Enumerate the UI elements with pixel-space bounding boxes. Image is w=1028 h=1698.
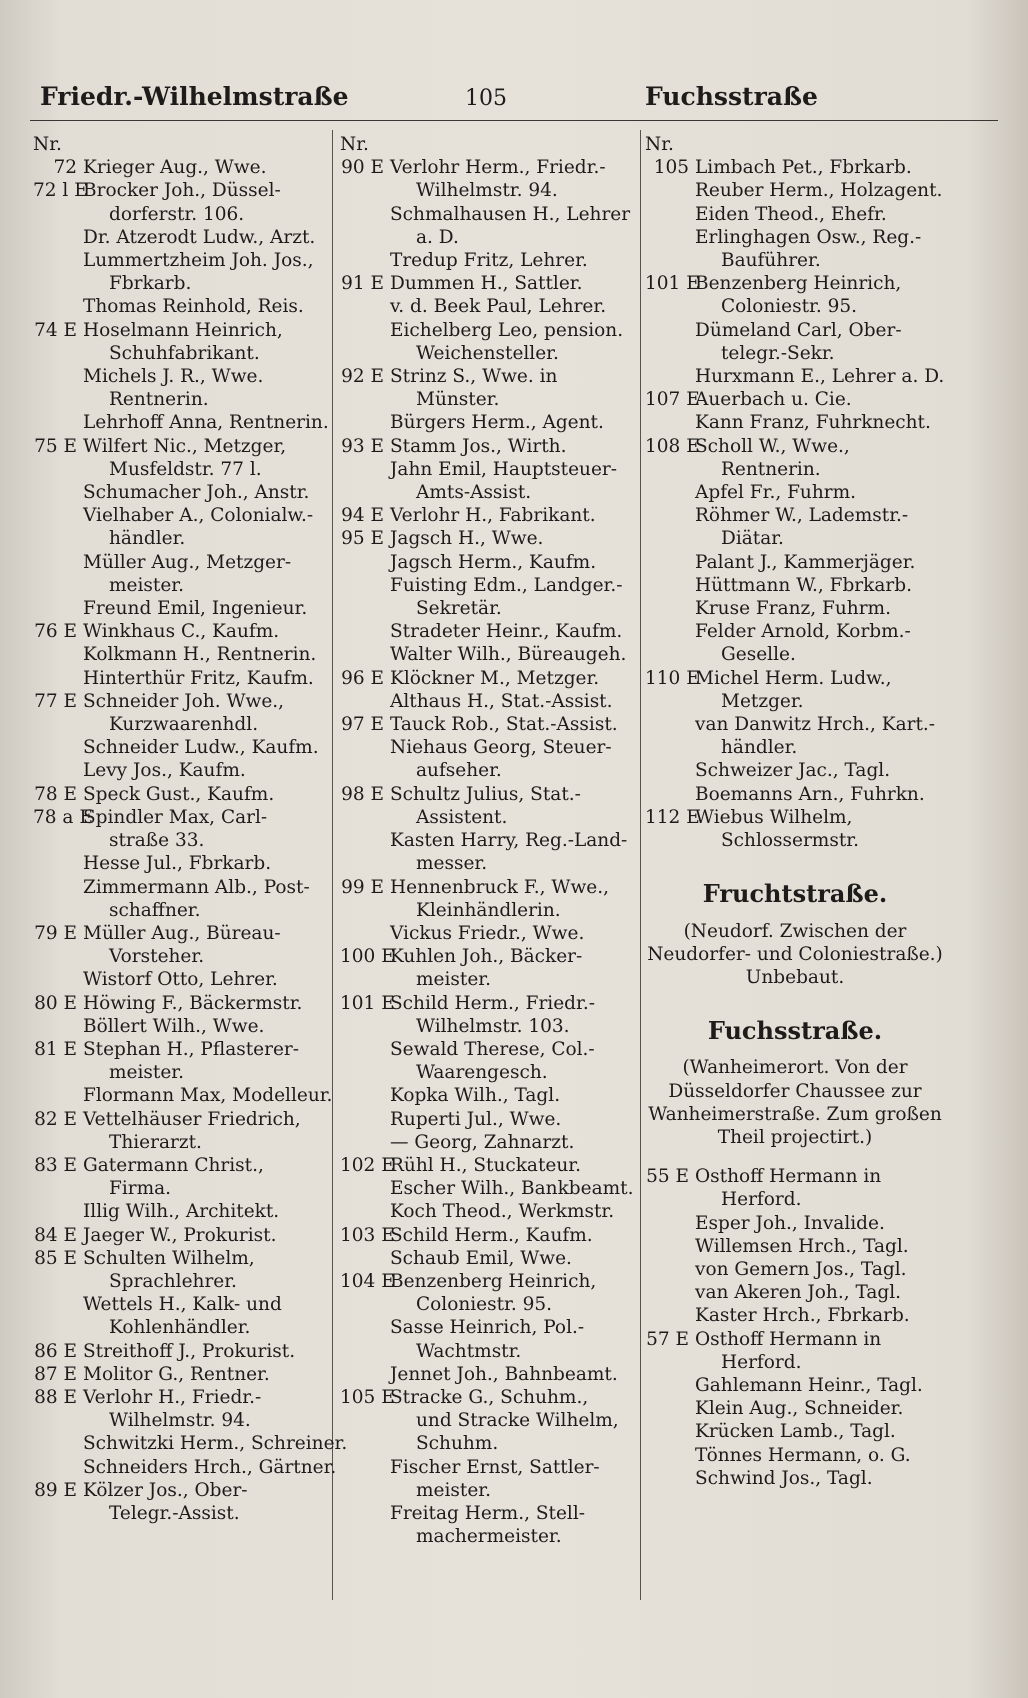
entry-line xyxy=(33,319,333,342)
continuation-line: Wilhelmstr. 94. xyxy=(416,180,558,202)
resident-text: Brocker Joh., Düssel- xyxy=(83,180,281,202)
resident-line: Hüttmann W., Fbrkarb. xyxy=(695,574,912,596)
resident-text: Müller Aug., Büreau- xyxy=(83,922,281,944)
column-3-entries xyxy=(645,133,945,852)
entry-line xyxy=(340,1224,638,1247)
entry-line xyxy=(33,1340,333,1363)
entry-line xyxy=(33,1386,333,1409)
resident-line: Michels J. R., Wwe. xyxy=(83,366,264,388)
house-number: 112 E xyxy=(645,806,700,828)
entry-line xyxy=(33,806,333,829)
header-left-street: Friedr.-Wilhelmstraße xyxy=(40,82,349,111)
resident-line: Kann Franz, Fuhrknecht. xyxy=(695,412,931,434)
house-number: 101 E xyxy=(340,992,395,1014)
continuation-line: messer. xyxy=(416,853,488,875)
entry-line xyxy=(33,435,333,458)
column-1 xyxy=(33,133,348,1525)
section-description-fruchtstrasse: (Neudorf. Zwischen der Neudorfer- und Coloniestraße.) Unbebaut. xyxy=(647,920,943,988)
continuation-line: schaffner. xyxy=(109,899,201,921)
continuation-line: meister. xyxy=(416,969,491,991)
continuation-line: Schuhm. xyxy=(416,1433,499,1455)
resident-text: Vettelhäuser Friedrich, xyxy=(83,1108,301,1130)
resident-line: Sewald Therese, Col.- xyxy=(390,1038,595,1060)
continuation-line: händler. xyxy=(721,737,798,759)
house-number: 104 E xyxy=(340,1270,395,1292)
column-header-nr: Nr. xyxy=(340,134,369,155)
continuation-line: Bauführer. xyxy=(721,250,821,272)
resident-line: Escher Wilh., Bankbeamt. xyxy=(390,1178,634,1200)
continuation-line: a. D. xyxy=(416,226,459,248)
continuation-line: Telegr.-Assist. xyxy=(109,1502,240,1524)
column-2 xyxy=(340,133,638,1548)
continuation-line: Amts-Assist. xyxy=(416,482,532,504)
entry-line xyxy=(340,272,638,295)
resident-line: Levy Jos., Kaufm. xyxy=(83,760,246,782)
entry-line xyxy=(340,783,638,806)
house-number: 78 E xyxy=(34,783,77,805)
resident-text: Scholl W., Wwe., xyxy=(695,435,850,457)
house-number: 76 E xyxy=(34,621,77,643)
resident-text: Tauck Rob., Stat.-Assist. xyxy=(390,714,618,736)
house-number: 94 E xyxy=(341,505,384,527)
resident-line: Schneiders Hrch., Gärtner. xyxy=(83,1456,337,1478)
house-number: 99 E xyxy=(341,876,384,898)
resident-text: Speck Gust., Kaufm. xyxy=(83,783,275,805)
continuation-line: Rentnerin. xyxy=(721,458,821,480)
resident-line: Kopka Wilh., Tagl. xyxy=(390,1085,561,1107)
entry-line xyxy=(340,713,638,736)
house-number: 77 E xyxy=(34,690,77,712)
resident-text: Osthoff Hermann in xyxy=(695,1166,882,1188)
entry-line xyxy=(645,1328,945,1351)
entry-line xyxy=(645,272,945,295)
entry-line xyxy=(33,783,333,806)
house-number: 102 E xyxy=(340,1154,395,1176)
resident-line: Kaster Hrch., Fbrkarb. xyxy=(695,1305,910,1327)
resident-line: Vickus Friedr., Wwe. xyxy=(390,922,585,944)
resident-line: Wistorf Otto, Lehrer. xyxy=(83,969,278,991)
continuation-line: meister. xyxy=(109,574,184,596)
entry-line xyxy=(33,992,333,1015)
resident-line: Willemsen Hrch., Tagl. xyxy=(695,1235,909,1257)
resident-line: Krücken Lamb., Tagl. xyxy=(695,1421,896,1443)
resident-line: Kolkmann H., Rentnerin. xyxy=(83,644,317,666)
continuation-line: Kleinhändlerin. xyxy=(416,899,561,921)
resident-line: Jahn Emil, Hauptsteuer- xyxy=(390,458,617,480)
entry-line xyxy=(33,1154,333,1177)
resident-line: Flormann Max, Modelleur. xyxy=(83,1085,333,1107)
continuation-line: meister. xyxy=(416,1479,491,1501)
resident-line: Ruperti Jul., Wwe. xyxy=(390,1108,562,1130)
resident-text: Stracke G., Schuhm., xyxy=(390,1386,589,1408)
resident-line: Althaus H., Stat.-Assist. xyxy=(390,690,613,712)
continuation-line: Herford. xyxy=(721,1189,802,1211)
entry-line xyxy=(340,527,638,550)
entry-line xyxy=(340,667,638,690)
resident-text: Verlohr H., Fabrikant. xyxy=(390,505,596,527)
entry-line xyxy=(340,945,638,968)
column-header-nr: Nr. xyxy=(645,134,674,155)
continuation-line: Münster. xyxy=(416,389,500,411)
resident-text: Hoselmann Heinrich, xyxy=(83,319,283,341)
resident-line: Eichelberg Leo, pension. xyxy=(390,319,624,341)
entry-line xyxy=(645,806,945,829)
resident-line: Esper Joh., Invalide. xyxy=(695,1212,885,1234)
continuation-line: dorferstr. 106. xyxy=(109,203,245,225)
continuation-line: Rentnerin. xyxy=(109,389,209,411)
resident-line: Erlinghagen Osw., Reg.- xyxy=(695,226,922,248)
continuation-line: Kohlenhändler. xyxy=(109,1317,251,1339)
resident-line: von Gemern Jos., Tagl. xyxy=(695,1258,907,1280)
entry-line xyxy=(340,876,638,899)
entry-line xyxy=(340,435,638,458)
continuation-line: Thierarzt. xyxy=(109,1131,202,1153)
entry-line xyxy=(645,156,945,179)
continuation-line: händler. xyxy=(109,528,186,550)
resident-text: Schild Herm., Kaufm. xyxy=(390,1224,593,1246)
resident-line: van Akeren Joh., Tagl. xyxy=(695,1282,902,1304)
house-number: 87 E xyxy=(34,1363,77,1385)
entry-line xyxy=(33,1224,333,1247)
resident-line: Palant J., Kammerjäger. xyxy=(695,551,916,573)
resident-line: v. d. Beek Paul, Lehrer. xyxy=(390,296,607,318)
continuation-line: Metzger. xyxy=(721,690,804,712)
resident-text: Winkhaus C., Kaufm. xyxy=(83,621,280,643)
resident-line: Jennet Joh., Bahnbeamt. xyxy=(390,1363,618,1385)
house-number: 78 a E xyxy=(33,806,93,828)
house-number: 95 E xyxy=(341,528,384,550)
house-number: 107 E xyxy=(645,389,700,411)
house-number: 55 E xyxy=(646,1166,689,1188)
resident-text: Molitor G., Rentner. xyxy=(83,1363,270,1385)
resident-text: Jaeger W., Prokurist. xyxy=(83,1224,277,1246)
resident-line: Tönnes Hermann, o. G. xyxy=(695,1444,911,1466)
house-number: 101 E xyxy=(645,273,700,295)
continuation-line: Geselle. xyxy=(721,644,796,666)
continuation-line: Sekretär. xyxy=(416,598,502,620)
resident-line: Schwitzki Herm., Schreiner. xyxy=(83,1433,348,1455)
continuation-line: Schuhfabrikant. xyxy=(109,342,260,364)
column-header-nr: Nr. xyxy=(33,134,62,155)
resident-text: Wilfert Nic., Metzger, xyxy=(83,435,287,457)
resident-line: Schmalhausen H., Lehrer xyxy=(390,203,631,225)
entry-line xyxy=(340,365,638,388)
house-number: 79 E xyxy=(34,922,77,944)
resident-line: Felder Arnold, Korbm.- xyxy=(695,621,911,643)
resident-text: Schneider Joh. Wwe., xyxy=(83,690,285,712)
resident-line: Schwind Jos., Tagl. xyxy=(695,1467,873,1489)
entry-line xyxy=(645,667,945,690)
continuation-line: Wilhelmstr. 103. xyxy=(416,1015,570,1037)
section-description-fuchsstrasse: (Wanheimerort. Von der Düsseldorfer Chaussee zur Wanheimerstraße. Zum großen Theil projectirt.) xyxy=(648,1057,942,1148)
house-number: 92 E xyxy=(341,366,384,388)
house-number: 81 E xyxy=(34,1038,77,1060)
page-number: 105 xyxy=(465,86,507,111)
resident-text: Krieger Aug., Wwe. xyxy=(83,157,267,179)
house-number: 84 E xyxy=(34,1224,77,1246)
resident-line: Böllert Wilh., Wwe. xyxy=(83,1015,265,1037)
entry-line xyxy=(645,435,945,458)
entry-line xyxy=(33,156,333,179)
entry-line xyxy=(33,1479,333,1502)
house-number: 72 l E xyxy=(33,180,88,202)
resident-line: Stradeter Heinr., Kaufm. xyxy=(390,621,623,643)
house-number: 90 E xyxy=(341,157,384,179)
house-number: 98 E xyxy=(341,783,384,805)
resident-line: Koch Theod., Werkmstr. xyxy=(390,1201,615,1223)
header-right-street: Fuchsstraße xyxy=(645,82,818,111)
resident-text: Auerbach u. Cie. xyxy=(695,389,852,411)
resident-line: Schaub Emil, Wwe. xyxy=(390,1247,572,1269)
resident-text: Dummen H., Sattler. xyxy=(390,273,583,295)
section-title-fruchtstrasse: Fruchtstraße. xyxy=(702,879,888,909)
resident-text: Streithoff J., Prokurist. xyxy=(83,1340,296,1362)
house-number: 85 E xyxy=(34,1247,77,1269)
house-number: 110 E xyxy=(645,667,700,689)
resident-line: Hesse Jul., Fbrkarb. xyxy=(83,853,272,875)
resident-line: Dümeland Carl, Ober- xyxy=(695,319,902,341)
resident-line: Lehrhoff Anna, Rentnerin. xyxy=(83,412,329,434)
resident-text: Höwing F., Bäckermstr. xyxy=(83,992,303,1014)
entry-line xyxy=(340,1270,638,1293)
resident-text: Jagsch H., Wwe. xyxy=(390,528,544,550)
entry-line xyxy=(645,388,945,411)
continuation-line: Musfeldstr. 77 l. xyxy=(109,458,262,480)
entry-line xyxy=(340,992,638,1015)
continuation-line: Weichensteller. xyxy=(416,342,559,364)
entry-line xyxy=(33,922,333,945)
resident-line: — Georg, Zahnarzt. xyxy=(390,1131,575,1153)
resident-text: Wiebus Wilhelm, xyxy=(695,806,853,828)
resident-text: Benzenberg Heinrich, xyxy=(390,1270,597,1292)
continuation-line: Sprachlehrer. xyxy=(109,1270,237,1292)
continuation-line: Diätar. xyxy=(721,528,784,550)
entry-line xyxy=(340,1386,638,1409)
resident-line: Tredup Fritz, Lehrer. xyxy=(390,250,588,272)
resident-line: Fuisting Edm., Landger.- xyxy=(390,574,623,596)
resident-line: Dr. Atzerodt Ludw., Arzt. xyxy=(83,226,316,248)
resident-line: Röhmer W., Lademstr.- xyxy=(695,505,909,527)
fuchsstrasse-entries xyxy=(645,1165,945,1490)
resident-line: Zimmermann Alb., Post- xyxy=(83,876,310,898)
continuation-line: Coloniestr. 95. xyxy=(416,1294,553,1316)
resident-line: Reuber Herm., Holzagent. xyxy=(695,180,943,202)
continuation-line: Firma. xyxy=(109,1178,172,1200)
house-number: 100 E xyxy=(340,946,395,968)
house-number: 57 E xyxy=(646,1328,689,1350)
resident-text: Hennenbruck F., Wwe., xyxy=(390,876,609,898)
resident-line: Jagsch Herm., Kaufm. xyxy=(390,551,597,573)
resident-line: Niehaus Georg, Steuer- xyxy=(390,737,612,759)
continuation-line: telegr.-Sekr. xyxy=(721,342,835,364)
resident-text: Schulten Wilhelm, xyxy=(83,1247,255,1269)
resident-text: Michel Herm. Ludw., xyxy=(695,667,892,689)
house-number: 91 E xyxy=(341,273,384,295)
resident-text: Benzenberg Heinrich, xyxy=(695,273,902,295)
resident-text: Schild Herm., Friedr.- xyxy=(390,992,595,1014)
section-title-fuchsstrasse: Fuchsstraße. xyxy=(707,1016,883,1046)
house-number: 96 E xyxy=(341,667,384,689)
resident-line: Lummertzheim Joh. Jos., xyxy=(83,250,314,272)
resident-line: Schweizer Jac., Tagl. xyxy=(695,760,891,782)
continuation-line: Wilhelmstr. 94. xyxy=(109,1410,251,1432)
continuation-line: Wachtmstr. xyxy=(416,1340,522,1362)
entry-line xyxy=(33,1108,333,1131)
house-number: 88 E xyxy=(34,1386,77,1408)
entry-line xyxy=(33,1247,333,1270)
house-number: 80 E xyxy=(34,992,77,1014)
entry-line xyxy=(33,620,333,643)
resident-line: Hinterthür Fritz, Kaufm. xyxy=(83,667,314,689)
entry-line xyxy=(33,179,333,202)
resident-line: Sasse Heinrich, Pol.- xyxy=(390,1317,585,1339)
resident-text: Schultz Julius, Stat.- xyxy=(390,783,581,805)
entry-line xyxy=(340,504,638,527)
continuation-line: Assistent. xyxy=(416,806,508,828)
house-number: 103 E xyxy=(340,1224,395,1246)
resident-text: Klöckner M., Metzger. xyxy=(390,667,600,689)
resident-line: Freund Emil, Ingenieur. xyxy=(83,598,308,620)
entry-line xyxy=(645,1165,945,1188)
house-number: 83 E xyxy=(34,1154,77,1176)
house-number: 86 E xyxy=(34,1340,77,1362)
house-number: 89 E xyxy=(34,1479,77,1501)
resident-line: Freitag Herm., Stell- xyxy=(390,1502,585,1524)
continuation-line: machermeister. xyxy=(416,1526,562,1548)
resident-line: Bürgers Herm., Agent. xyxy=(390,412,604,434)
header-rule xyxy=(30,120,998,121)
house-number: 105 xyxy=(653,157,689,179)
house-number: 74 E xyxy=(34,319,77,341)
resident-text: Limbach Pet., Fbrkarb. xyxy=(695,157,912,179)
continuation-line: aufseher. xyxy=(416,760,502,782)
resident-text: Osthoff Hermann in xyxy=(695,1328,882,1350)
resident-line: Fischer Ernst, Sattler- xyxy=(390,1456,600,1478)
entry-line xyxy=(33,690,333,713)
resident-line: Thomas Reinhold, Reis. xyxy=(83,296,304,318)
continuation-line: Coloniestr. 95. xyxy=(721,296,858,318)
entry-line xyxy=(33,1038,333,1061)
resident-line: Gahlemann Heinr., Tagl. xyxy=(695,1374,923,1396)
resident-line: Hurxmann E., Lehrer a. D. xyxy=(695,366,945,388)
column-divider xyxy=(640,130,641,1600)
resident-text: Kölzer Jos., Ober- xyxy=(83,1479,248,1501)
resident-line: Kruse Franz, Fuhrm. xyxy=(695,598,891,620)
column-3 xyxy=(645,133,945,1490)
entry-line xyxy=(340,156,638,179)
resident-line: Eiden Theod., Ehefr. xyxy=(695,203,887,225)
resident-line: Klein Aug., Schneider. xyxy=(695,1398,904,1420)
resident-line: Boemanns Arn., Fuhrkn. xyxy=(695,783,925,805)
continuation-line: straße 33. xyxy=(109,830,205,852)
continuation-line: und Stracke Wilhelm, xyxy=(416,1410,619,1432)
resident-text: Stephan H., Pflasterer- xyxy=(83,1038,299,1060)
resident-text: Stamm Jos., Wirth. xyxy=(390,435,567,457)
entry-line xyxy=(33,1363,333,1386)
house-number: 82 E xyxy=(34,1108,77,1130)
continuation-line: Vorsteher. xyxy=(109,946,205,968)
house-number: 105 E xyxy=(340,1386,395,1408)
continuation-line: Waarengesch. xyxy=(416,1062,548,1084)
continuation-line: meister. xyxy=(109,1062,184,1084)
continuation-line: Herford. xyxy=(721,1351,802,1373)
house-number: 75 E xyxy=(34,435,77,457)
resident-text: Verlohr H., Friedr.- xyxy=(83,1386,262,1408)
resident-text: Rühl H., Stuckateur. xyxy=(390,1154,581,1176)
resident-text: Strinz S., Wwe. in xyxy=(390,366,558,388)
resident-line: Apfel Fr., Fuhrm. xyxy=(695,482,857,504)
continuation-line: Fbrkarb. xyxy=(109,273,192,295)
continuation-line: Kurzwaarenhdl. xyxy=(109,714,259,736)
continuation-line: Schlossermstr. xyxy=(721,830,859,852)
resident-line: Walter Wilh., Büreaugeh. xyxy=(390,644,627,666)
resident-text: Kuhlen Joh., Bäcker- xyxy=(390,946,583,968)
resident-line: Müller Aug., Metzger- xyxy=(83,551,292,573)
resident-line: Wettels H., Kalk- und xyxy=(83,1294,282,1316)
house-number: 93 E xyxy=(341,435,384,457)
house-number: 72 xyxy=(53,157,77,179)
house-number: 97 E xyxy=(341,714,384,736)
resident-line: Kasten Harry, Reg.-Land- xyxy=(390,830,628,852)
resident-line: Schneider Ludw., Kaufm. xyxy=(83,737,319,759)
resident-line: van Danwitz Hrch., Kart.- xyxy=(695,714,936,736)
resident-line: Schumacher Joh., Anstr. xyxy=(83,482,310,504)
resident-text: Verlohr Herm., Friedr.- xyxy=(390,157,606,179)
resident-line: Illig Wilh., Architekt. xyxy=(83,1201,280,1223)
house-number: 108 E xyxy=(645,435,700,457)
resident-text: Spindler Max, Carl- xyxy=(83,806,268,828)
entry-line xyxy=(340,1154,638,1177)
resident-text: Gatermann Christ., xyxy=(83,1154,264,1176)
resident-line: Vielhaber A., Colonialw.- xyxy=(83,505,314,527)
